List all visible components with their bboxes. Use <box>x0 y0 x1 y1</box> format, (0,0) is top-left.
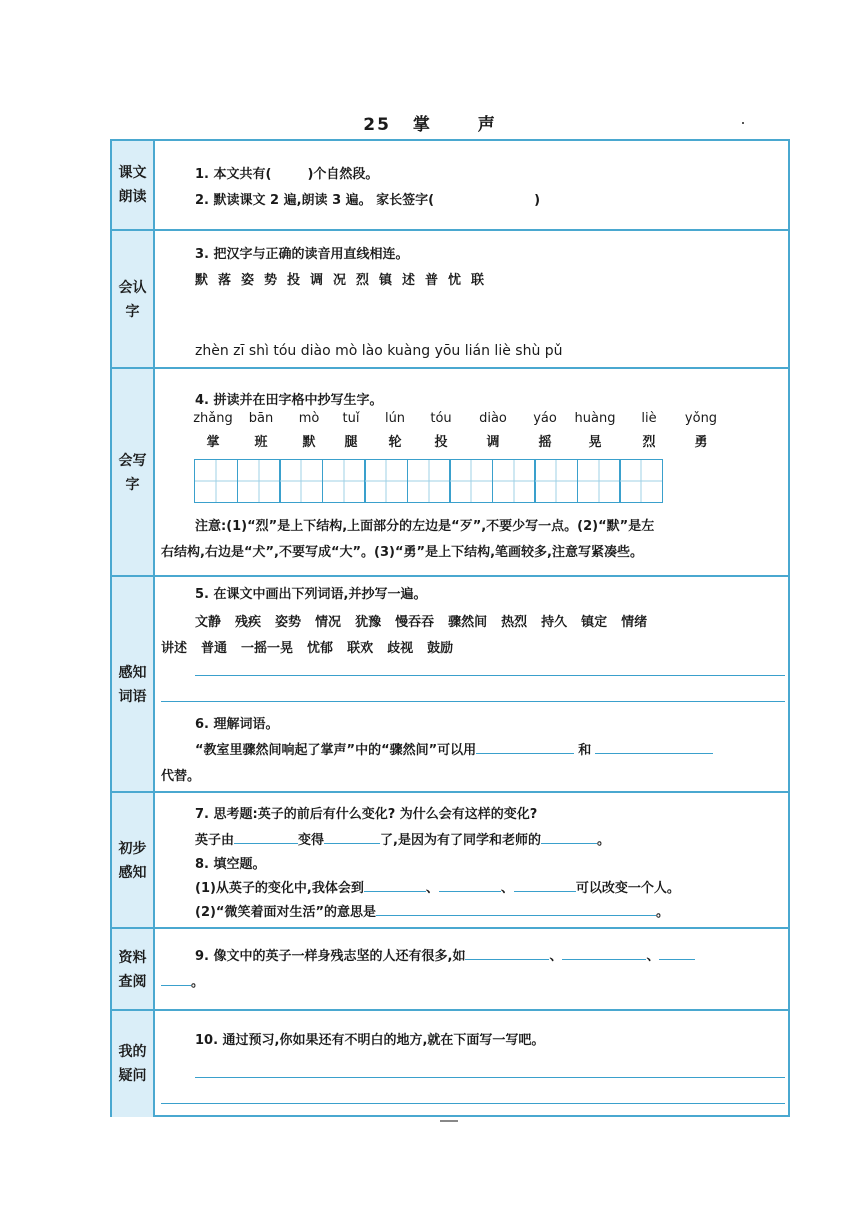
section-label: 初步感知 <box>112 793 155 929</box>
hanzi-label: 调 <box>486 435 500 450</box>
recognize-chars: 默落姿势投调况烈镇述普忧联 <box>195 273 495 288</box>
question-2: 2. 默读课文 2 遍,朗读 3 遍。 家长签字( ) <box>195 193 541 208</box>
answer-line[interactable] <box>161 1103 785 1104</box>
grid-cell[interactable] <box>619 459 663 503</box>
grid-cell[interactable] <box>279 459 323 503</box>
hanzi-label: 班 <box>254 435 268 450</box>
vocab-word: 镇定 <box>581 615 608 630</box>
hanzi-label: 烈 <box>642 435 656 450</box>
answer-line[interactable] <box>195 1077 785 1078</box>
grid-cell[interactable] <box>534 459 578 503</box>
question-6-end: 代替。 <box>161 769 201 784</box>
pinyin-label: bān <box>248 411 274 426</box>
vocab-word: 姿势 <box>275 615 302 630</box>
word-list-1 <box>195 611 661 630</box>
section-label: 课文朗读 <box>112 141 155 229</box>
decor-dot <box>742 122 744 124</box>
section-reading <box>112 141 788 229</box>
note-line-1: 注意:(1)“烈”是上下结构,上面部分的左边是“歹”,不要少写一点。(2)“默”是左 <box>195 519 655 534</box>
vocab-word: 鼓励 <box>427 641 454 656</box>
vocab-word: 歧视 <box>387 641 414 656</box>
hanzi-label: 摇 <box>538 435 552 450</box>
question-6-text: “教室里骤然间响起了掌声”中的“骤然间”可以用 和 <box>195 739 713 758</box>
question-3: 3. 把汉字与正确的读音用直线相连。 <box>195 247 409 262</box>
vocab-word: 持久 <box>541 615 568 630</box>
question-5: 5. 在课文中画出下列词语,并抄写一遍。 <box>195 587 427 602</box>
section-label: 会写字 <box>112 369 155 577</box>
question-6: 6. 理解词语。 <box>195 717 279 732</box>
pinyin-label: liè <box>641 411 657 426</box>
page-title: 25 掌 声 <box>363 115 497 135</box>
grid-cell[interactable] <box>194 459 238 503</box>
question-10: 10. 通过预习,你如果还有不明白的地方,就在下面写一写吧。 <box>195 1033 545 1048</box>
pinyin-label: tóu <box>430 411 452 426</box>
pinyin-label: huàng <box>574 411 616 426</box>
pinyin-label: mò <box>298 411 320 426</box>
tianzige-grid[interactable] <box>194 459 694 503</box>
grid-cell[interactable] <box>322 459 366 503</box>
hanzi-label: 投 <box>434 435 448 450</box>
vocab-word: 情绪 <box>621 615 648 630</box>
hanzi-label: 掌 <box>206 435 220 450</box>
vocab-word: 残疾 <box>235 615 262 630</box>
grid-cell[interactable] <box>237 459 281 503</box>
grid-cell[interactable] <box>449 459 493 503</box>
pinyin-label: yǒng <box>684 411 718 426</box>
vocab-word: 忧郁 <box>307 641 334 656</box>
word-list-2 <box>161 637 467 656</box>
section-research <box>112 927 788 1011</box>
vocab-word: 讲述 <box>161 641 188 656</box>
question-1: 1. 本文共有( )个自然段。 <box>195 167 379 182</box>
section-comprehension <box>112 791 788 929</box>
section-write <box>112 367 788 577</box>
section-label: 感知词语 <box>112 577 155 793</box>
vocab-word: 一摇一晃 <box>241 641 294 656</box>
recognize-pinyin: zhèn zī shì tóu diào mò lào kuàng yōu lián liè shù pǔ <box>195 343 563 359</box>
pinyin-label: diào <box>479 411 507 426</box>
hanzi-label: 晃 <box>588 435 602 450</box>
question-8-1: (1)从英子的变化中,我体会到 、 、 可以改变一个人。 <box>195 877 680 896</box>
hanzi-label: 腿 <box>344 435 358 450</box>
page-number-mark <box>440 1120 458 1122</box>
vocab-word: 文静 <box>195 615 222 630</box>
hanzi-label: 轮 <box>388 435 402 450</box>
pinyin-label: yáo <box>533 411 557 426</box>
vocab-word: 联欢 <box>347 641 374 656</box>
grid-cell[interactable] <box>492 459 536 503</box>
question-8: 8. 填空题。 <box>195 857 266 872</box>
grid-cell[interactable] <box>407 459 451 503</box>
pinyin-label: tuǐ <box>342 411 360 426</box>
grid-cell[interactable] <box>364 459 408 503</box>
section-questions <box>112 1009 788 1117</box>
grid-cell[interactable] <box>577 459 621 503</box>
pinyin-label: lún <box>384 411 406 426</box>
vocab-word: 慢吞吞 <box>395 615 435 630</box>
section-label: 资料查阅 <box>112 929 155 1011</box>
answer-line[interactable] <box>161 701 785 702</box>
vocab-word: 骤然间 <box>448 615 488 630</box>
vocab-word: 情况 <box>315 615 342 630</box>
answer-line[interactable] <box>195 675 785 676</box>
worksheet-table <box>110 139 790 1117</box>
question-9-end: 。 <box>161 971 204 990</box>
vocab-word: 犹豫 <box>355 615 382 630</box>
vocab-word: 热烈 <box>501 615 528 630</box>
question-4: 4. 拼读并在田字格中抄写生字。 <box>195 393 383 408</box>
section-vocabulary <box>112 575 788 793</box>
question-7-fill: 英子由 变得 了,是因为有了同学和老师的 。 <box>195 829 610 848</box>
hanzi-label: 默 <box>302 435 316 450</box>
question-7: 7. 思考题:英子的前后有什么变化? 为什么会有这样的变化? <box>195 807 538 822</box>
section-label: 我的疑问 <box>112 1011 155 1117</box>
section-recognize <box>112 229 788 369</box>
question-9: 9. 像文中的英子一样身残志坚的人还有很多,如 、 、 <box>195 945 695 964</box>
section-label: 会认字 <box>112 231 155 369</box>
pinyin-label: zhǎng <box>193 411 233 426</box>
vocab-word: 普通 <box>201 641 228 656</box>
question-8-2: (2)“微笑着面对生活”的意思是 。 <box>195 901 669 920</box>
note-line-2: 右结构,右边是“犬”,不要写成“大”。(3)“勇”是上下结构,笔画较多,注意写紧凑些。 <box>161 545 643 560</box>
hanzi-label: 勇 <box>694 435 708 450</box>
